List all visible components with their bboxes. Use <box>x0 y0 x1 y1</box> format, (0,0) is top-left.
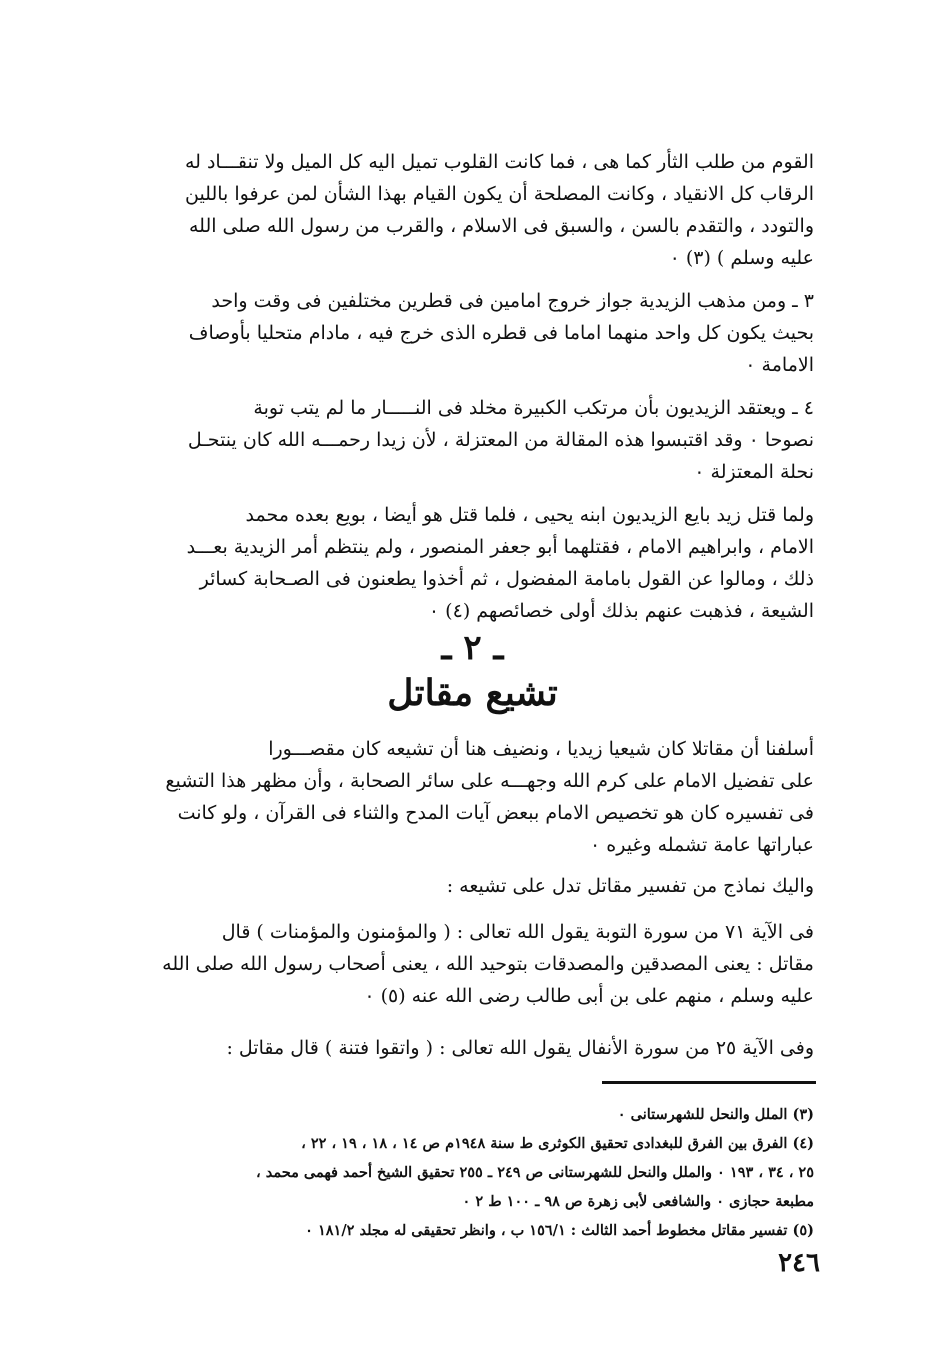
text-line: نحلة المعتزلة ٠ <box>694 461 814 483</box>
paragraph-point-4 <box>76 392 814 488</box>
text-line: على تفضيل الامام على كرم الله وجهـــه على سائر الصحابة ، وأن مظهر هذا التشيع <box>165 770 814 792</box>
text-line: فى الآية ٧١ من سورة التوبة يقول الله تعالى : ( والمؤمنون والمؤمنات ) قال <box>221 921 814 943</box>
page-number: ٢٤٦ <box>778 1248 820 1278</box>
paragraph-anfal-verse <box>76 1032 814 1064</box>
paragraph-examples-intro <box>76 870 814 902</box>
text-line: الامامة ٠ <box>745 354 814 376</box>
footnotes <box>76 1100 814 1245</box>
footnote-line: ٢٥ ، ٣٤ ، ١٩٣ ٠ والملل والنحل للشهرستانى ص ٢٤٩ ـ ٢٥٥ تحقيق الشيخ أحمد فهمى محمد ، <box>256 1164 814 1181</box>
text-line: الشيعة ، فذهبت عنهم بذلك أولى خصائصهم (٤) ٠ <box>428 600 814 622</box>
paragraph-tawba-verse <box>76 916 814 1012</box>
text-line: ٤ ـ ويعتقد الزيديون بأن مرتكب الكبيرة مخلد فى النـــــار ما لم يتب توبة <box>253 397 814 419</box>
paragraph-muqatil-shiism <box>76 733 814 861</box>
text-line: وفى الآية ٢٥ من سورة الأنفال يقول الله تعالى : ( واتقوا فتنة ) قال مقاتل : <box>226 1037 814 1059</box>
footnote-line: مطبعة حجازى ٠ والشافعى لأبى زهرة ص ٩٨ ـ ١٠٠ ط ٢ ٠ <box>462 1193 814 1210</box>
footnote-line: (٣) الملل والنحل للشهرستانى ٠ <box>617 1106 814 1123</box>
text-line: عليه وسلم ، منهم على بن أبى طالب رضى الله عنه (٥) ٠ <box>364 985 814 1007</box>
footnote-line: (٥) تفسير مقاتل مخطوط أحمد الثالث : ١٥٦/١ ب ، وانظر تحقيقى له مجلد ١٨١/٢ ٠ <box>305 1222 814 1239</box>
text-line: عباراتها عامة تشمله وغيره ٠ <box>590 834 814 856</box>
text-line: نصوحا ٠ وقد اقتبسوا هذه المقالة من المعتزلة ، لأن زيدا رحمـــه الله كان ينتحـل <box>187 429 814 451</box>
text-line: الامام ، وابراهيم الامام ، فقتلهما أبو جعفر المنصور ، ولم ينتظم أمر الزيدية بعـــد <box>186 536 814 558</box>
text-line: القوم من طلب الثأر كما هى ، فما كانت القلوب تميل اليه كل الميل ولا تنقـــاد له <box>184 151 814 173</box>
text-line: والتودد ، والتقدم بالسن ، والسبق فى الاسلام ، والقرب من رسول الله صلى الله <box>188 215 814 237</box>
text-line: ولما قتل زيد بايع الزيديون ابنه يحيى ، فلما قتل هو أيضا ، بويع بعده محمد <box>245 504 814 526</box>
text-line: واليك نماذج من تفسير مقاتل تدل على تشيعه : <box>446 875 814 897</box>
footnote-divider <box>602 1081 816 1084</box>
footnote-line: (٤) الفرق بين الفرق للبغدادى تحقيق الكوثرى ط سنة ١٩٤٨م ص ١٤ ، ١٨ ، ١٩ ، ٢٢ ، <box>301 1135 814 1152</box>
text-line: أسلفنا أن مقاتلا كان شيعيا زيديا ، ونضيف هنا أن تشيعه كان مقصـــورا <box>268 738 814 760</box>
paragraph-after-zayd <box>76 499 814 627</box>
text-line: الرقاب كل الانقياد ، وكانت المصلحة أن يكون القيام بهذا الشأن لمن عرفوا باللين <box>184 183 814 205</box>
text-line: بحيث يكون كل واحد منهما اماما فى قطره الذى خرج فيه ، مادام متحليا بأوصاف <box>188 322 814 344</box>
text-line: عليه وسلم ) (٣) ٠ <box>669 247 814 269</box>
section-title: تشيع مقاتل <box>387 672 558 714</box>
section-number: ـ ٢ ـ <box>441 628 504 668</box>
text-line: مقاتل : يعنى المصدقين والمصدقات بتوحيد الله ، يعنى أصحاب رسول الله صلى الله <box>162 953 814 975</box>
paragraph-point-3 <box>76 285 814 381</box>
paragraph-zaydi-imamate-conditions <box>76 146 814 274</box>
text-line: ذلك ، ومالوا عن القول بامامة المفضول ، ثم أخذوا يطعنون فى الصـحابة كسائر <box>199 568 814 590</box>
text-line: فى تفسيره كان هو تخصيص الامام ببعض آيات المدح والثناء فى القرآن ، ولو كانت <box>177 802 814 824</box>
text-line: ٣ ـ ومن مذهب الزيدية جواز خروج امامين فى قطرين مختلفين فى وقت واحد <box>211 290 814 312</box>
